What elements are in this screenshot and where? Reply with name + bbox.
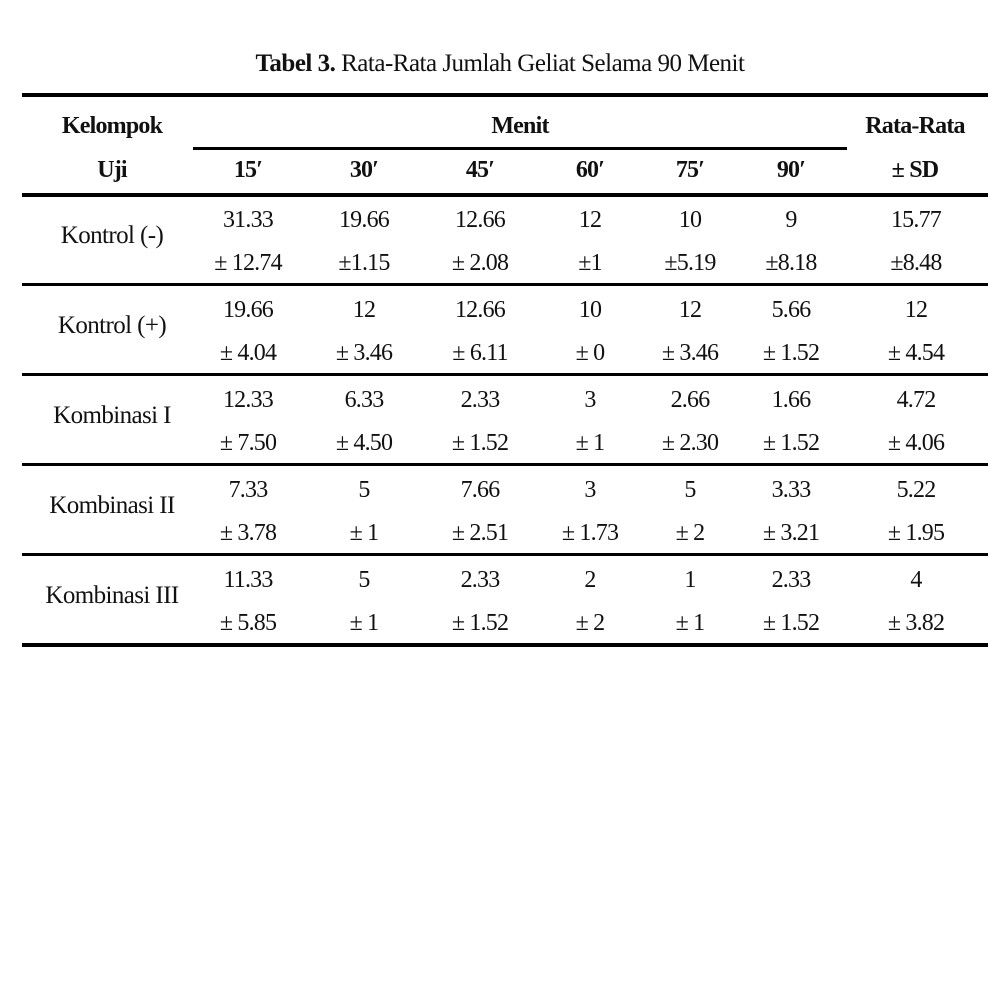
cell-sd: ± 2.30 [661,430,719,456]
cell-sd: ± 3.21 [762,520,820,546]
row-group-label: Kontrol (+) [57,312,167,339]
cell-mean: 12.66 [454,297,505,323]
cell-mean: 10 [678,207,702,233]
cell-mean: 12 [352,297,376,323]
cell-mean: 5 [358,567,370,593]
cell-mean: 12 [578,207,602,233]
cell-mean: 5 [358,477,370,503]
cell-sd: ± 5.85 [219,610,277,636]
cell-sd: ± 4.50 [335,430,393,456]
cell-sd: ± 2.08 [451,250,509,276]
cell-sd: ±1 [578,250,602,276]
cell-sd: ± 1 [349,610,379,636]
cell-mean: 2 [584,567,596,593]
table-caption-text: Rata-Rata Jumlah Geliat Selama 90 Menit [341,50,745,77]
header-group-line2: Uji [97,157,127,183]
cell-sd: ± 1.52 [762,430,820,456]
table-caption-label: Tabel 3. [255,50,336,77]
cell-sd: ± 6.11 [452,340,508,366]
cell-sd: ± 4.04 [219,340,277,366]
row-group-label: Kombinasi I [53,402,171,429]
cell-sd: ± 1 [575,430,605,456]
header-minutes: Menit [491,113,549,139]
cell-sd: ± 2 [675,520,705,546]
cell-mean: 15.77 [890,207,941,233]
cell-mean: 2.33 [771,567,811,593]
cell-sd: ±5.19 [664,250,716,276]
cell-sd: ± 7.50 [219,430,277,456]
minutes-underline [193,147,847,150]
header-mean-line1: Rata-Rata [865,113,965,139]
cell-sd: ± 1.73 [561,520,619,546]
cell-mean: 5.66 [771,297,811,323]
cell-sd: ± 1 [349,520,379,546]
cell-mean: 1.66 [771,387,811,413]
cell-sd: ± 4.54 [887,340,945,366]
cell-sd: ± 2 [575,610,605,636]
cell-mean: 2.66 [670,387,710,413]
cell-sd: ± 1.52 [762,340,820,366]
cell-mean: 3.33 [771,477,811,503]
cell-sd: ± 3.46 [335,340,393,366]
header-minute-4: 75′ [675,157,705,183]
header-minute-0: 15′ [233,157,263,183]
row-group-label: Kontrol (-) [60,222,164,249]
cell-mean: 1 [684,567,696,593]
cell-sd: ± 1.52 [451,610,509,636]
cell-mean: 5.22 [896,477,936,503]
cell-sd: ± 1.95 [887,520,945,546]
cell-sd: ± 2.51 [451,520,509,546]
header-minute-5: 90′ [776,157,806,183]
cell-mean: 19.66 [338,207,389,233]
cell-mean: 11.33 [223,567,273,593]
header-minute-3: 60′ [575,157,605,183]
row-divider [22,553,988,556]
cell-mean: 7.66 [460,477,500,503]
cell-sd: ± 4.06 [887,430,945,456]
cell-mean: 9 [785,207,797,233]
cell-mean: 12 [678,297,702,323]
header-group-line1: Kelompok [61,113,163,139]
row-group-label: Kombinasi II [49,492,175,519]
cell-sd: ± 1 [675,610,705,636]
cell-mean: 7.33 [228,477,268,503]
row-divider [22,283,988,286]
cell-mean: 4 [910,567,922,593]
cell-mean: 2.33 [460,387,500,413]
row-divider [22,373,988,376]
cell-mean: 19.66 [222,297,273,323]
table-top-rule [22,93,988,97]
cell-sd: ± 0 [575,340,605,366]
cell-sd: ± 3.78 [219,520,277,546]
cell-mean: 6.33 [344,387,384,413]
cell-mean: 31.33 [222,207,273,233]
cell-mean: 2.33 [460,567,500,593]
cell-sd: ±8.18 [765,250,817,276]
row-divider [22,463,988,466]
cell-sd: ± 3.82 [887,610,945,636]
cell-mean: 12.33 [222,387,273,413]
cell-sd: ± 1.52 [762,610,820,636]
row-group-label: Kombinasi III [45,582,179,609]
cell-mean: 12 [904,297,928,323]
header-minute-1: 30′ [349,157,379,183]
cell-mean: 3 [584,477,596,503]
header-minute-2: 45′ [465,157,495,183]
cell-sd: ± 3.46 [661,340,719,366]
header-bottom-rule [22,193,988,197]
cell-mean: 10 [578,297,602,323]
cell-mean: 3 [584,387,596,413]
cell-sd: ± 1.52 [451,430,509,456]
cell-sd: ±1.15 [338,250,390,276]
table-caption [0,50,1000,78]
header-mean-line2: ± SD [891,157,939,183]
table-bottom-rule [22,643,988,647]
cell-mean: 4.72 [896,387,936,413]
cell-mean: 12.66 [454,207,505,233]
cell-sd: ±8.48 [890,250,942,276]
cell-mean: 5 [684,477,696,503]
cell-sd: ± 12.74 [214,250,282,276]
